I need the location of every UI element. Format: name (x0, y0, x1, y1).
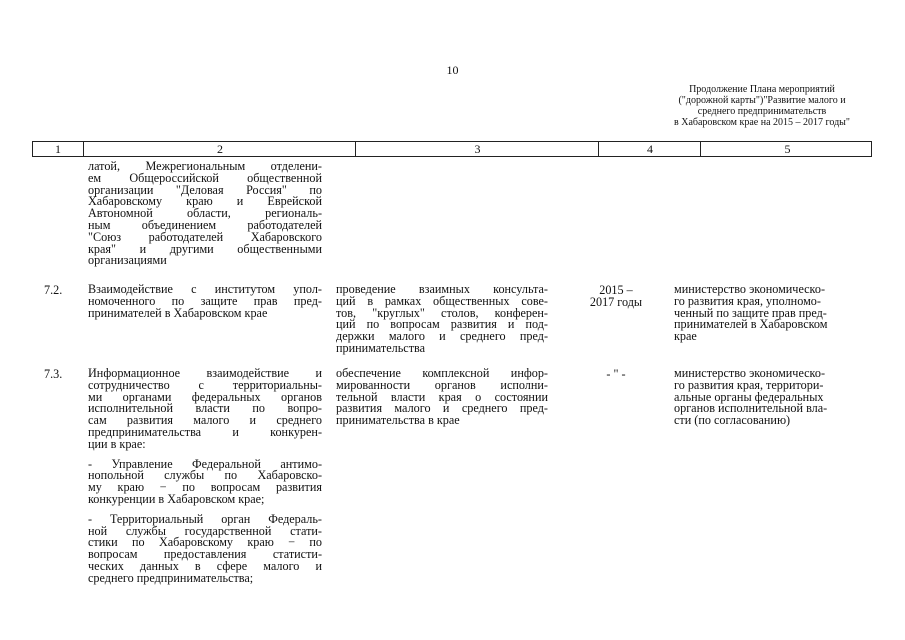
continuation-title-line: среднего предпринимательств (697, 106, 827, 117)
text-line: обеспечение комплексной инфор- (336, 366, 548, 380)
term-cell (565, 284, 667, 308)
text-line: латой, Межрегиональным отделени- (88, 159, 322, 173)
text-line: сам развития малого и среднего (88, 413, 322, 428)
text-line: - " - (606, 367, 626, 381)
measure-paragraph (88, 511, 322, 585)
responsible-cell (674, 368, 864, 427)
text-line: организации "Деловая Россия" по (88, 182, 322, 197)
measure-cell (88, 284, 322, 319)
text-line: - Управление Федеральной антимо- (88, 456, 322, 471)
text-line: органов исполнительной вла- (674, 401, 828, 416)
row-number: 7.2. (44, 283, 63, 297)
measure-cell (88, 368, 322, 593)
text-line: тов, "круглых" столов, конферен- (336, 305, 548, 320)
row-number: 7.3. (44, 367, 63, 381)
measure-paragraph (88, 456, 322, 506)
text-line: сотрудничество с территориальны- (88, 377, 322, 392)
text-line: номоченного по защите прав пред- (88, 293, 322, 308)
continuation-title-line: ("дорожной карты")"Развитие малого и (678, 95, 846, 106)
text-line: - Территориальный орган Федераль- (88, 511, 322, 526)
text-line: тельной власти края о состоянии (336, 389, 548, 404)
text-line: ченный по защите прав пред- (674, 305, 827, 320)
text-line: крае (674, 329, 697, 344)
measure-paragraph (88, 368, 322, 451)
text-line: ции в крае: (88, 436, 146, 451)
text-line: ной службы государственной стати- (88, 523, 322, 538)
text-line: ций по вопросам развития и под- (336, 317, 548, 332)
text-line: альные органы федеральных (674, 389, 824, 404)
text-line: исполнительной власти по вопро- (88, 401, 322, 416)
text-line: Информационное взаимодействие и (88, 366, 322, 380)
text-line: му краю − по вопросам развития (88, 480, 322, 495)
text-line: нопольной службы по Хабаровско- (88, 468, 322, 483)
page-number: 10 (446, 63, 459, 77)
text-line: Хабаровскому краю и Еврейской (88, 194, 322, 209)
text-line: сти (по согласованию) (674, 413, 791, 428)
text-line: принимателей в Хабаровском (674, 317, 828, 332)
header-col-5: 5 (700, 142, 874, 156)
text-line: мированности органов исполни- (336, 377, 548, 392)
text-line: среднего предпринимательства; (88, 570, 254, 585)
text-line: держки малого и среднего пред- (336, 329, 548, 344)
text-line: принимательства (336, 340, 426, 355)
text-line: конкуренции в Хабаровском крае; (88, 491, 265, 506)
text-line: ми органами федеральных органов (88, 389, 322, 404)
text-line: развития малого и среднего пред- (336, 401, 548, 416)
text-line: ческих данных в сфере малого и (88, 558, 322, 573)
text-line: 2017 годы (589, 295, 643, 309)
continuation-title (612, 84, 905, 128)
text-line: принимательства в крае (336, 413, 460, 428)
text-line: организациями (88, 253, 167, 268)
responsible-cell (674, 284, 864, 343)
text-line: 2015 – (599, 283, 633, 297)
continued-measure-cell (88, 161, 322, 267)
text-line: вопросам предоставления статисти- (88, 547, 322, 562)
text-line: Взаимодействие с институтом упол- (88, 282, 322, 296)
text-line: го развития края, территори- (674, 377, 824, 392)
text-line: министерство экономическо- (674, 282, 826, 296)
table-header (32, 141, 872, 157)
text-line: "Союз работодателей Хабаровского (88, 229, 322, 244)
text-line: проведение взаимных консульта- (336, 282, 548, 296)
result-cell (336, 284, 548, 355)
text-line: края" и другими общественными (88, 241, 322, 256)
text-line: предпринимательства и конкурен- (88, 424, 322, 439)
result-cell (336, 368, 548, 427)
text-line: ций в рамках общественных сове- (336, 293, 548, 308)
header-col-3: 3 (355, 142, 599, 156)
continuation-title-line: в Хабаровском крае на 2015 – 2017 годы" (674, 117, 850, 128)
header-col-2: 2 (83, 142, 356, 156)
header-col-1: 1 (55, 142, 61, 156)
text-line: го развития края, уполномо- (674, 293, 821, 308)
text-line: ным объединением работодателей (88, 217, 322, 232)
continuation-title-line: Продолжение Плана мероприятий (689, 84, 835, 95)
text-line: стики по Хабаровскому краю − по (88, 535, 322, 550)
text-line: принимателей в Хабаровском крае (88, 305, 268, 320)
text-line: ем Общероссийской общественной (88, 170, 322, 185)
term-cell (565, 368, 667, 380)
header-col-4: 4 (598, 142, 701, 156)
text-line: Автономной области, региональ- (88, 206, 322, 221)
text-line: министерство экономическо- (674, 366, 826, 380)
